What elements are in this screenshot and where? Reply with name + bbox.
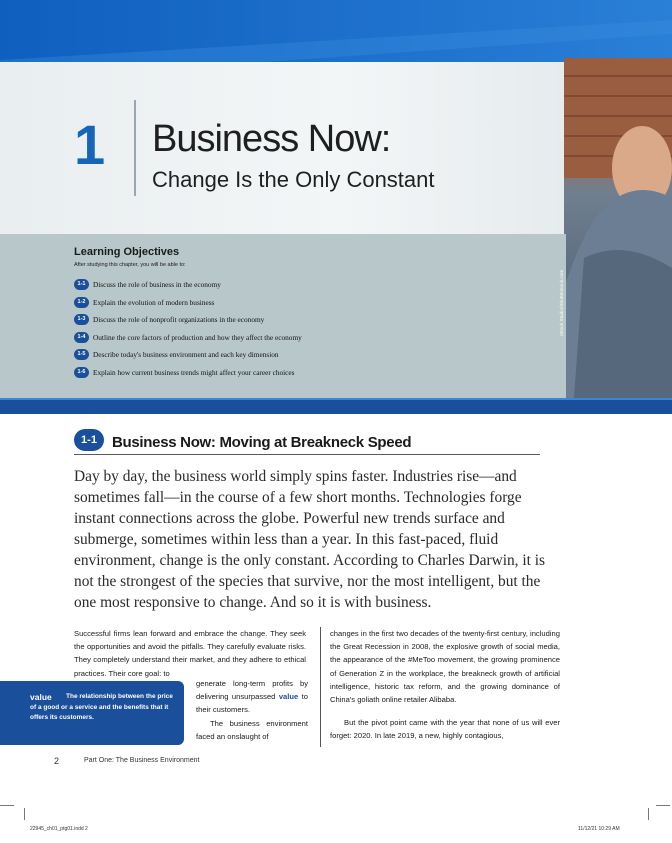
crop-mark bbox=[648, 808, 649, 820]
title-divider bbox=[134, 100, 136, 196]
glossary-term-link[interactable]: value bbox=[278, 692, 299, 702]
body-text: to their customers. bbox=[196, 692, 308, 715]
objective-item bbox=[74, 329, 302, 347]
header-bottom-bar bbox=[0, 398, 672, 414]
objective-text: Discuss the role of business in the economy bbox=[93, 280, 221, 290]
photo-illustration bbox=[564, 58, 672, 398]
page-number: 2 bbox=[54, 756, 60, 766]
body-text: generate long-term profits by delivering unsurpassed bbox=[196, 679, 308, 702]
learning-objectives-heading: Learning Objectives bbox=[74, 246, 180, 258]
objective-text: Explain how current business trends might affect your career choices bbox=[93, 367, 295, 377]
print-slug-date: 11/12/21 10:29 AM bbox=[578, 826, 620, 832]
objective-text: Explain the evolution of modern business bbox=[93, 297, 215, 307]
objective-badge: 1-3 bbox=[74, 314, 89, 325]
objective-item bbox=[74, 346, 302, 364]
body-column-1-top: Successful firms lean forward and embrace the change. They seek the opportunities and avoid the pitfalls. They carefully evaluate risks. They completely understand their market, and they adhere to ethical practices. Their core goal: to bbox=[74, 629, 306, 678]
body-text: The business environment faced an onslaught of bbox=[196, 718, 308, 741]
chapter-subtitle: Change Is the Only Constant bbox=[152, 167, 435, 192]
objective-item bbox=[74, 311, 302, 329]
objective-badge: 1-2 bbox=[74, 297, 89, 308]
definition-term: value bbox=[30, 692, 52, 702]
definition-text: The relationship between the price of a good or a service and the benefits that it offers its customers. bbox=[30, 693, 173, 721]
crop-mark bbox=[656, 805, 670, 806]
crop-mark bbox=[0, 805, 14, 806]
objective-text: Outline the core factors of production and how they affect the economy bbox=[93, 332, 302, 342]
learning-objectives-intro: After studying this chapter, you will be able to: bbox=[74, 262, 186, 268]
print-slug-file: 22945_ch01_ptg01.indd 2 bbox=[30, 826, 88, 832]
section-title: Business Now: Moving at Breakneck Speed bbox=[112, 434, 412, 451]
chapter-title: Business Now: bbox=[152, 118, 391, 160]
chapter-opener-photo bbox=[564, 58, 672, 398]
objective-text: Discuss the role of nonprofit organizations in the economy bbox=[93, 315, 265, 325]
objective-badge: 1-5 bbox=[74, 349, 89, 360]
body-column-1-wrap bbox=[196, 677, 308, 743]
body-column-2-continued: But the pivot point came with the year that none of us will ever forget: 2020. In late 2019, a new, highly contagious, bbox=[330, 718, 560, 741]
chapter-number: 1 bbox=[74, 113, 106, 176]
objective-item bbox=[74, 294, 302, 312]
section-number-badge: 1-1 bbox=[74, 429, 104, 451]
lead-paragraph: Day by day, the business world simply spins faster. Industries rise—and sometimes fall—in the course of a few short months. Technologies forge instant connections across the globe. Powerful new trends surface and submerge, sometimes within less than a year. In this fast-paced, fluid environment, change is the only constant. According to Charles Darwin, it is not the strongest of the species that survive, nor the most intelligent, but the one most responsive to change. And so it is with business. bbox=[74, 468, 546, 611]
objective-item bbox=[74, 364, 302, 382]
photo-credit: iStock Studio/Shutterstock.com bbox=[560, 269, 565, 336]
objective-badge: 1-1 bbox=[74, 279, 89, 290]
column-divider bbox=[320, 627, 321, 747]
body-column-2: changes in the first two decades of the twenty-first century, including the Great Recession in 2008, the explosive growth of social media, the appearance of the #MeToo movement, the growing prominence of Generation Z in the workplace, the breakneck growth of artificial intelligence, historic tax reform, and the growing dominance of China's goliath online retailer Alibaba. bbox=[330, 629, 560, 705]
crop-mark bbox=[24, 808, 25, 820]
objective-text: Describe today's business environment and each key dimension bbox=[93, 350, 279, 360]
section-rule bbox=[74, 454, 540, 455]
objective-badge: 1-4 bbox=[74, 332, 89, 343]
part-label: Part One: The Business Environment bbox=[84, 757, 200, 764]
objective-item bbox=[74, 276, 302, 294]
objective-badge: 1-6 bbox=[74, 367, 89, 378]
learning-objectives-list bbox=[74, 276, 302, 381]
